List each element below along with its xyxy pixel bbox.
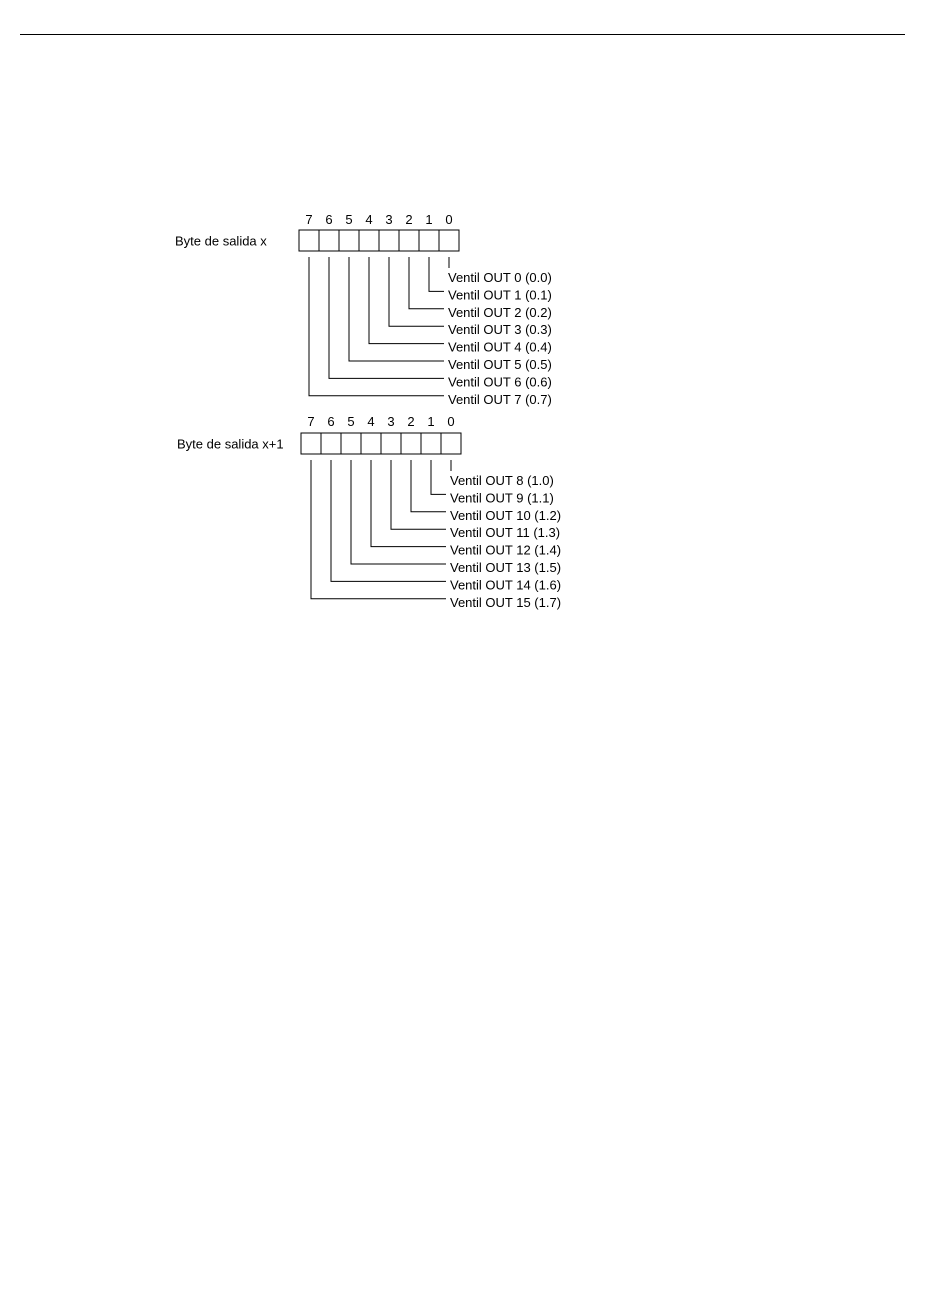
bit-number: 0: [447, 414, 455, 429]
bit-cell: [361, 433, 381, 454]
output-label: Ventil OUT 13 (1.5): [450, 560, 562, 575]
bit-cell: [421, 433, 441, 454]
output-label: Ventil OUT 6 (0.6): [448, 374, 552, 390]
output-label: Ventil OUT 8 (1.0): [450, 473, 554, 488]
bit-cell: [419, 230, 439, 251]
output-label: Ventil OUT 9 (1.1): [450, 490, 554, 506]
output-label: Ventil OUT 1 (0.1): [448, 287, 552, 303]
bit-number: 5: [345, 212, 353, 227]
output-label: Ventil OUT 4 (0.4): [448, 339, 552, 355]
leader-line: [371, 460, 446, 547]
leader-line: [331, 460, 446, 581]
bit-cell: [299, 230, 319, 251]
bit-number: 7: [305, 212, 313, 227]
output-label: Ventil OUT 14 (1.6): [450, 577, 562, 593]
byte-label: Byte de salida x+1: [177, 436, 284, 452]
bit-number: 4: [365, 212, 373, 227]
output-label: Ventil OUT 5 (0.5): [448, 357, 552, 372]
bit-number: 5: [347, 414, 355, 429]
bit-cell: [401, 433, 421, 454]
bit-cell: [319, 230, 339, 251]
bit-number: 2: [407, 414, 415, 429]
bit-number: 1: [425, 212, 433, 227]
bit-cell: [321, 433, 341, 454]
bit-cell: [379, 230, 399, 251]
output-label: Ventil OUT 2 (0.2): [448, 304, 552, 320]
bit-cell: [301, 433, 321, 454]
leader-line: [431, 460, 446, 494]
output-label: Ventil OUT 3 (0.3): [448, 322, 552, 338]
leader-line: [329, 257, 444, 378]
output-label: Ventil OUT 15 (1.7): [450, 594, 562, 610]
bit-cell: [399, 230, 419, 251]
bit-cell: [339, 230, 359, 251]
bit-cell: [341, 433, 361, 454]
bit-number: 6: [327, 414, 335, 429]
output-label: Ventil OUT 12 (1.4): [450, 542, 562, 558]
bit-cell: [359, 230, 379, 251]
bit-cell: [381, 433, 401, 454]
leader-line: [411, 460, 446, 512]
output-label: Ventil OUT 0 (0.0): [448, 270, 552, 285]
output-label: Ventil OUT 11 (1.3): [450, 525, 561, 541]
bit-number: 7: [307, 414, 315, 429]
byte-label: Byte de salida x: [175, 233, 267, 249]
bit-cell: [439, 230, 459, 251]
output-label: Ventil OUT 10 (1.2): [450, 507, 562, 523]
bit-cell: [441, 433, 461, 454]
bit-number: 1: [427, 414, 435, 429]
leader-line: [409, 257, 444, 309]
leader-line: [429, 257, 444, 291]
bit-number: 0: [445, 212, 453, 227]
leader-line: [369, 257, 444, 344]
bit-number: 3: [387, 414, 395, 429]
bit-number: 2: [405, 212, 413, 227]
bit-number: 3: [385, 212, 393, 227]
output-label: Ventil OUT 7 (0.7): [448, 391, 552, 407]
bit-number: 6: [325, 212, 333, 227]
bit-number: 4: [367, 414, 375, 429]
